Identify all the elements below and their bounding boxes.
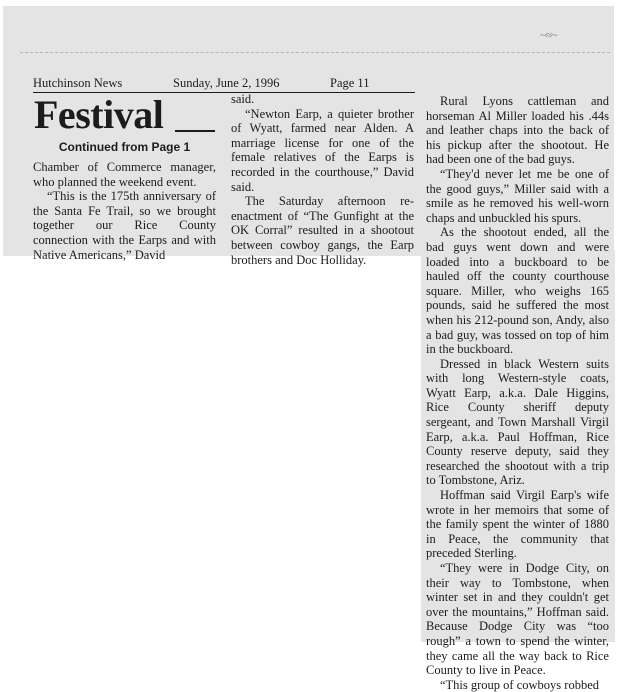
paragraph: Chamber of Commerce manager, who planned the weekend event. — [33, 160, 216, 189]
article-column-1 — [33, 160, 216, 262]
publication-name: Hutchinson News — [33, 76, 123, 90]
paragraph: “This group of cowboys robbed — [440, 677, 599, 692]
paragraph: Rural Lyons cattleman and horseman Al Miller loaded his .44s and leather chaps into the back of his pickup after the shootout. He had been one of the bad guys. — [426, 94, 609, 167]
cut-line — [20, 52, 610, 53]
headline: Festival — [34, 92, 164, 137]
paragraph: “They'd never let me be one of the good guys,” Miller said with a smile as he removed his well-worn chaps and unbuckled his spurs. — [426, 166, 609, 225]
paragraph: Dressed in black Western suits with long Western-style coats, Wyatt Earp, a.k.a. Dale Higgins, Rice County sheriff deputy sergeant, and Town Marshall Virgil Earp, a.k.a. Paul Hoffman, Rice County reserve deputy, said they researched the shootout with a trip to Tombstone, Ariz. — [426, 356, 609, 488]
paragraph: “This is the 175th anniversary of the Santa Fe Trail, so we brought together our Rice County connection with the Earps and with Native Americans,” David — [33, 189, 216, 262]
paragraph: As the shootout ended, all the bad guys went down and were loaded into a buckboard to be hauled off the county courthouse square. Miller, who weighs 165 pounds, said he suffered the most when his 212-pound son, Andy, also a bad guy, was tossed on top of him in the buckboard. — [426, 225, 609, 357]
dateline — [33, 76, 415, 93]
paragraph: Hoffman said Virgil Earp's wife wrote in her memoirs that some of the family spent the winter of 1880 in Peace, the community that preceded Sterling. — [426, 488, 609, 561]
article-column-2 — [231, 92, 414, 267]
paragraph: “Newton Earp, a quieter brother of Wyatt, farmed near Alden. A marriage license for one of the female relatives of the Earps is recorded in the courthouse,” David said. — [231, 106, 414, 194]
paragraph: said. — [231, 92, 255, 106]
paragraph: The Saturday afternoon re-enactment of “The Gunfight at the OK Corral” resulted in a shootout between cowboy gangs, the Earp brothers and Doc Holliday. — [231, 194, 414, 267]
continued-line: Continued from Page 1 — [58, 140, 191, 154]
article-column-3 — [426, 94, 609, 692]
paragraph: “They were in Dodge City, on their way to Tombstone, when winter set in and they couldn't get over the mountains,” Hoffman said. Because Dodge City was “too rough” a town to spend the winter, they came all the way back to Rice County to live in Peace. — [426, 561, 609, 678]
page-number: Page 11 — [330, 76, 370, 90]
headline-rule — [175, 130, 215, 132]
corner-mark: ~≈~ — [540, 28, 557, 42]
publication-date: Sunday, June 2, 1996 — [173, 76, 280, 90]
